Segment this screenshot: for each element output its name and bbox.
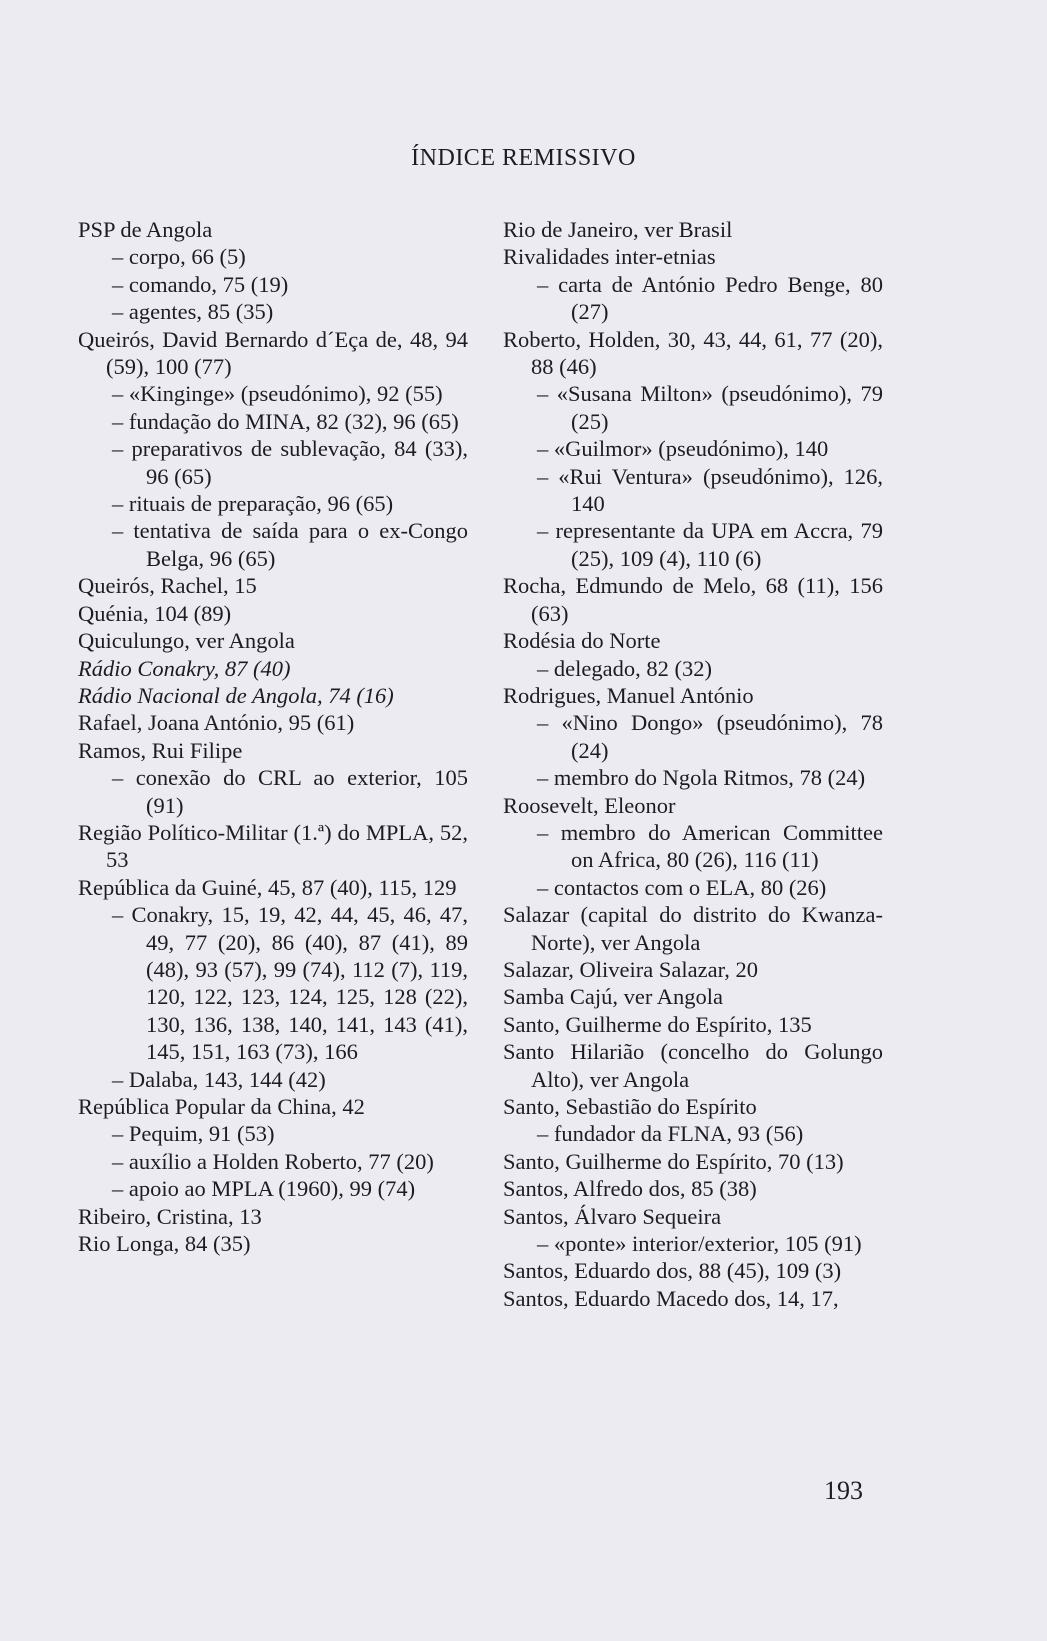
index-subentry: – carta de António Pedro Benge, 80 (27) <box>537 271 883 325</box>
page-number: 193 <box>824 1476 863 1505</box>
index-entry: Queirós, David Bernardo d´Eça de, 48, 94 (59), 100 (77) <box>78 326 468 380</box>
index-entry: Ribeiro, Cristina, 13 <box>78 1203 262 1229</box>
index-entry: Rádio Nacional de Angola, 74 (16) <box>78 682 394 708</box>
index-entry: Santo, Guilherme do Espírito, 135 <box>503 1011 812 1037</box>
index-subentry: – delegado, 82 (32) <box>537 655 712 681</box>
index-entry: Santo, Sebastião do Espírito <box>503 1094 757 1119</box>
index-entry: República Popular da China, 42 <box>78 1094 365 1119</box>
index-subentry: – fundador da FLNA, 93 (56) <box>537 1121 804 1147</box>
index-subentry: – «Susana Milton» (pseudónimo), 79 (25) <box>537 381 883 434</box>
index-entry: Queirós, Rachel, 15 <box>78 573 257 599</box>
index-entry: Santos, Eduardo dos, 88 (45), 109 (3) <box>503 1258 842 1284</box>
index-subentry: – membro do American Committee on Africa, 80 (26), 116 (11) <box>537 819 883 873</box>
index-subentry: – auxílio a Holden Roberto, 77 (20) <box>112 1148 434 1174</box>
index-column-left <box>78 216 468 1257</box>
index-entry: República da Guiné, 45, 87 (40), 115, 129 <box>78 874 457 900</box>
index-subentry: – «Rui Ventura» (pseudónimo), 126, 140 <box>537 463 883 517</box>
index-entry: Rocha, Edmundo de Melo, 68 (11), 156 (63) <box>503 573 883 626</box>
index-entry: Região Político-Militar (1.ª) do MPLA, 52, 53 <box>78 819 468 873</box>
index-entry: Samba Cajú, ver Angola <box>503 984 723 1010</box>
index-subentry: – corpo, 66 (5) <box>112 244 246 270</box>
index-subentry: – conexão do CRL ao exterior, 105 (91) <box>112 765 468 818</box>
index-subentry: – membro do Ngola Ritmos, 78 (24) <box>537 765 866 791</box>
index-entry: Rivalidades inter-etnias <box>503 244 716 270</box>
index-entry: Rio de Janeiro, ver Brasil <box>503 217 733 242</box>
index-subentry: – «ponte» interior/exterior, 105 (91) <box>537 1231 862 1257</box>
index-subentry: – rituais de preparação, 96 (65) <box>112 491 394 517</box>
index-subentry: – «Guilmor» (pseudónimo), 140 <box>537 436 829 462</box>
index-entry: Roberto, Holden, 30, 43, 44, 61, 77 (20), 88 (46) <box>503 326 883 380</box>
index-subentry: – preparativos de sublevação, 84 (33), 96 (65) <box>112 436 468 489</box>
index-entry: Santos, Álvaro Sequeira <box>503 1203 722 1229</box>
index-entry: Salazar, Oliveira Salazar, 20 <box>503 956 758 982</box>
index-subentry: – representante da UPA em Accra, 79 (25), 109 (4), 110 (6) <box>537 518 883 571</box>
index-subentry: – comando, 75 (19) <box>112 271 289 297</box>
index-subentry: – apoio ao MPLA (1960), 99 (74) <box>112 1176 416 1202</box>
index-entry: Santos, Eduardo Macedo dos, 14, 17, <box>503 1285 839 1311</box>
index-subentry: – «Kinginge» (pseudónimo), 92 (55) <box>112 381 443 407</box>
index-entry: Rio Longa, 84 (35) <box>78 1231 251 1257</box>
index-entry: PSP de Angola <box>78 217 213 242</box>
index-entry: Rodésia do Norte <box>503 628 661 654</box>
index-subentry: – Pequim, 91 (53) <box>112 1121 275 1147</box>
index-subentry: – agentes, 85 (35) <box>112 299 274 325</box>
index-entry: Santos, Alfredo dos, 85 (38) <box>503 1176 757 1202</box>
index-subentry: – tentativa de saída para o ex-Congo Belga, 96 (65) <box>112 518 468 571</box>
index-entry: Salazar (capital do distrito do Kwanza-Norte), ver Angola <box>503 902 883 955</box>
index-entry: Santo, Guilherme do Espírito, 70 (13) <box>503 1148 844 1174</box>
page-title: ÍNDICE REMISSIVO <box>411 145 636 171</box>
index-subentry: – Conakry, 15, 19, 42, 44, 45, 46, 47, 49, 77 (20), 86 (40), 87 (41), 89 (48), 93 (57), 99 (74), 112 (7), 119, 120, 122, 123, 124, 125, 128 (22), 130, 136, 138, 140, 141, 143 (41), 145, 151, 163 (73), 166 <box>112 902 468 1065</box>
index-entry: Santo Hilarião (concelho do Golungo Alto), ver Angola <box>503 1039 883 1092</box>
index-subentry: – «Nino Dongo» (pseudónimo), 78 (24) <box>537 710 883 763</box>
index-entry: Quénia, 104 (89) <box>78 600 232 626</box>
index-entry: Rafael, Joana António, 95 (61) <box>78 710 355 736</box>
index-column-right <box>503 216 883 1312</box>
index-entry: Ramos, Rui Filipe <box>78 737 243 763</box>
index-entry: Rádio Conakry, 87 (40) <box>78 655 291 681</box>
index-subentry: – fundação do MINA, 82 (32), 96 (65) <box>112 408 459 434</box>
index-entry: Quiculungo, ver Angola <box>78 628 295 654</box>
index-entry: Roosevelt, Eleonor <box>503 792 676 818</box>
index-subentry: – Dalaba, 143, 144 (42) <box>112 1066 326 1092</box>
index-subentry: – contactos com o ELA, 80 (26) <box>537 874 827 900</box>
index-entry: Rodrigues, Manuel António <box>503 682 754 708</box>
